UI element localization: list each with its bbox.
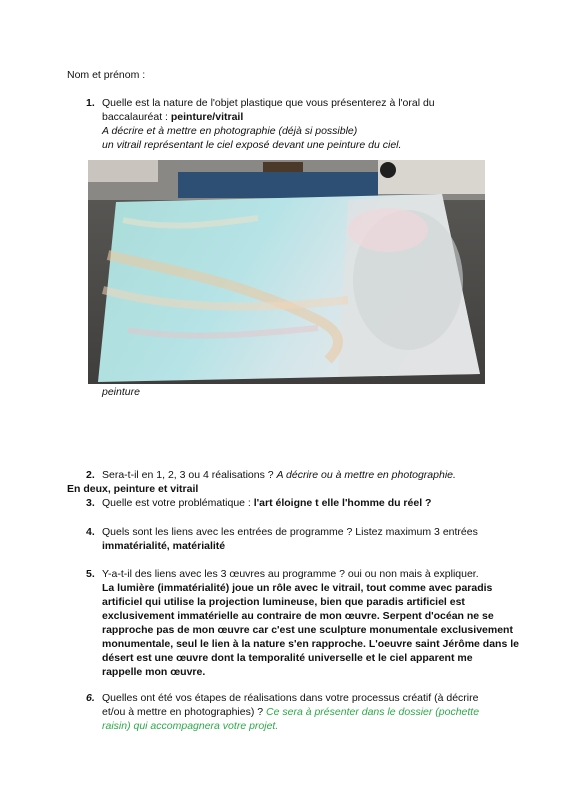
q5-answer-line: rapproche pas de mon œuvre car c'est une sculpture monumentale exclusivement [102, 624, 513, 636]
q6-text-line2 [102, 705, 479, 719]
q3-question: Quelle est votre problématique : [102, 497, 254, 509]
q4-number: 4. [86, 526, 95, 538]
q2-question: Sera-t-il en 1, 2, 3 ou 4 réalisations ? [102, 469, 277, 481]
q1-instruction: A décrire et à mettre en photographie (déjà si possible) [102, 125, 358, 137]
painting-photo [88, 160, 485, 384]
q4-question: Quels sont les liens avec les entrées de programme ? Listez maximum 3 entrées [102, 526, 478, 538]
q5-answer-line: monumentale, seul le lien à la nature s'en rapproche. L'oeuvre saint Jérôme dans le [102, 638, 519, 650]
q2-instruction: A décrire ou à mettre en photographie. [276, 469, 456, 481]
q4-answer: immatérialité, matérialité [102, 540, 226, 552]
q2-answer: En deux, peinture et vitrail [67, 483, 199, 495]
photo-caption: peinture [102, 386, 140, 398]
q1-number: 1. [86, 97, 95, 109]
q5-answer-line: désert est une œuvre dont la temporalité universelle et le ciel apparent me [102, 652, 473, 664]
q5-answer-line: rappelle mon œuvre. [102, 666, 206, 678]
q5-question: Y-a-t-il des liens avec les 3 œuvres au programme ? oui ou non mais à expliquer. [102, 568, 479, 580]
q1-text-line2 [102, 110, 243, 124]
painting-photo-image [88, 160, 485, 384]
q1-answer: peinture/vitrail [170, 111, 244, 123]
q1-description: un vitrail représentant le ciel exposé devant une peinture du ciel. [102, 139, 402, 151]
q2-text [102, 468, 456, 482]
q1-prefix: baccalauréat : [102, 111, 171, 123]
q6-text-line1: Quelles ont été vos étapes de réalisations dans votre processus créatif (à décrire [102, 692, 479, 704]
q5-answer-line: La lumière (immatérialité) joue un rôle avec le vitrail, tout comme avec paradis [102, 582, 493, 594]
q6-note-line2: raisin) qui accompagnera votre projet. [102, 720, 279, 732]
name-label: Nom et prénom : [67, 69, 146, 81]
q3-text [102, 496, 431, 510]
q6-number: 6. [86, 692, 95, 704]
q6-note: Ce sera à présenter dans le dossier (pochette [266, 706, 480, 718]
q5-answer-line: exclusivement immatérielle au contraire de mon œuvre. Serpent d'océan ne se [102, 610, 494, 622]
q6-prefix: et/ou à mettre en photographies) ? [102, 706, 267, 718]
q1-text-line1: Quelle est la nature de l'objet plastique que vous présenterez à l'oral du [102, 97, 435, 109]
q5-answer-line: artificiel qui utilise la projection lumineuse, bien que paradis artificiel est [102, 596, 465, 608]
q2-number: 2. [86, 469, 95, 481]
q3-number: 3. [86, 497, 95, 509]
q3-answer: l'art éloigne t elle l'homme du réel ? [253, 497, 432, 509]
q5-number: 5. [86, 568, 95, 580]
